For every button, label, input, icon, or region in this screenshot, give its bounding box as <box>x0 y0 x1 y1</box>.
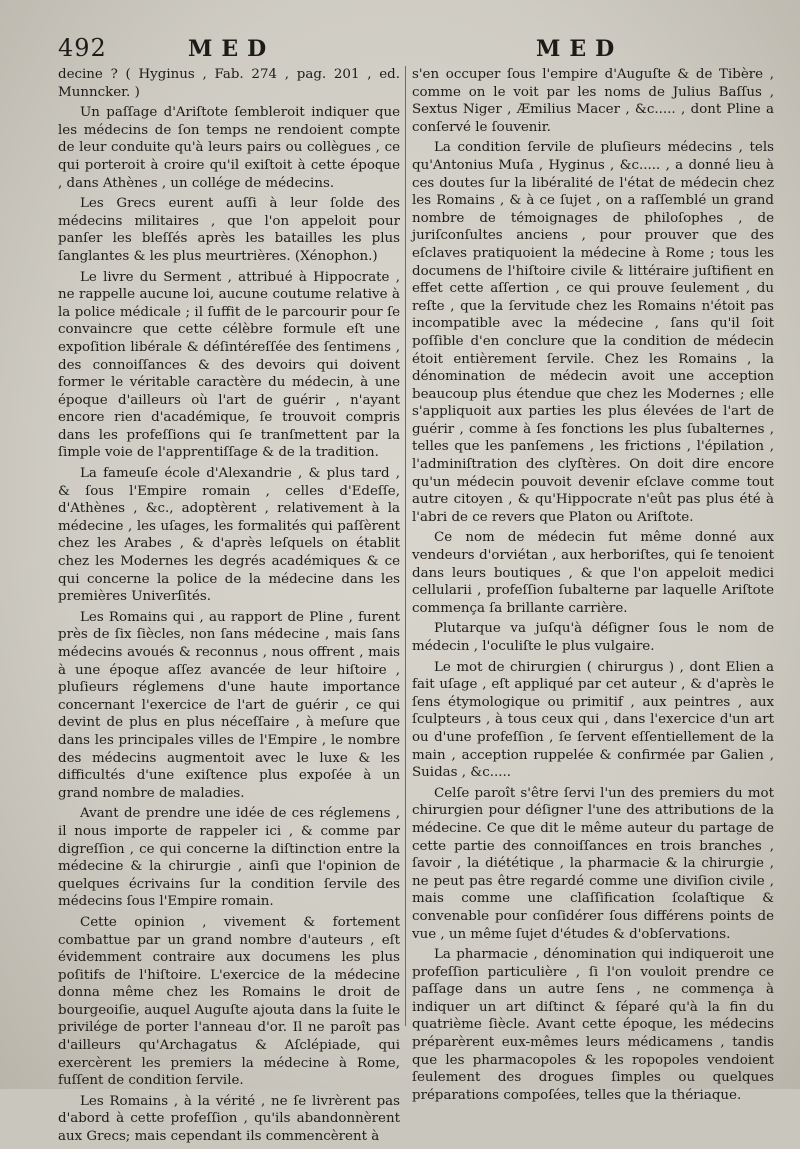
paragraph: Celſe paroît s'être ſervi l'un des premiers du mot chirurgien pour déſigner l'une des attributions de la médecine. Ce que dit le même auteur du partage de cette partie des connoiſſances en trois branches , ſavoir , la diététique , la pharmacie & la chirurgie , ne peut pas être regardé comme une diviſion civile , mais comme une claſſification ſcolaſtique & convenable pour conſidérer ſous différens points de vue , un même ſujet d'études & d'obſervations. <box>412 785 774 942</box>
paragraph: Un paſſage d'Ariſtote ſembleroit indiquer que les médecins de ſon temps ne rendoient compte de leur conduite qu'à leurs pairs ou collègues , ce qui porteroit à croire qu'il exiſtoit à cette époque , dans Athènes , un collége de médecins. <box>58 105 400 191</box>
paragraph: Plutarque va juſqu'à déſigner ſous le nom de médecin , l'oculiſte le plus vulgaire. <box>412 621 774 654</box>
paragraph: Le mot de chirurgien ( chirurgus ) , dont Elien a fait uſage , eſt appliqué par cet auteur , & d'après le ſens étymologique ou primitif , aux peintres , aux ſculpteurs , à tous ceux qui , dans l'exercice d'un art ou d'une profeſſion , ſe ſervent eſſentiellement de la main , acception ruppelée & confirmée par Galien , Suidas , &c..... <box>412 659 774 781</box>
page-number: 492 <box>58 34 107 62</box>
paragraph: Ce nom de médecin fut même donné aux vendeurs d'orviétan , aux herboriſtes, qui ſe tenoient dans leurs boutiques , & que l'on appeloit medici cellularii , profeſſion ſubalterne par laquelle Ariſtote commença ſa brillante carrière. <box>412 530 774 616</box>
paragraph: La condition ſervile de pluſieurs médecins , tels qu'Antonius Muſa , Hyginus , &c..... , a donné lieu à ces doutes ſur la libéralité de l'état de médecin chez les Romains , & à ce ſujet , on a raſſemblé un grand nombre de témoignages de philoſophes , de juriſconſultes anciens , pour prouver que des eſclaves pratiquoient la médecine à Rome ; tous les documens de l'hiſtoire civile & littéraire juſtifient en effet cette aſſertion , ce qui prouve ſeulement , du reſte , que la ſervitude chez les Romains n'étoit pas incompatible avec la médecine , ſans qu'il ſoit poſſible d'en conclure que la condition de médecin étoit entièrement ſervile. Chez les Romains , la dénomination de médecin avoit une acception beaucoup plus étendue que chez les Modernes ; elle s'appliquoit aux parties les plus élevées de l'art de guérir , comme à ſes fonctions les plus ſubalternes , telles que les panſemens , les frictions , l'épilation , l'adminiſtration des clyſtères. On doit dire encore qu'un médecin pouvoit devenir eſclave comme tout autre citoyen , & qu'Hippocrate n'eût pas plus été à l'abri de ce revers que Platon ou Ariſtote. <box>412 140 774 525</box>
paragraph: s'en occuper ſous l'empire d'Auguſte & de Tibère , comme on le voit par les noms de Julius Baſſus , Sextus Niger , Æmilius Macer , &c..... , dont Pline a conſervé le ſouvenir. <box>412 67 774 135</box>
paragraph: La fameuſe école d'Alexandrie , & plus tard , & ſous l'Empire romain , celles d'Edeſſe, d'Athènes , &c., adoptèrent , relativement à la médecine , les uſages, les formalités qui paſſèrent chez les Arabes , & d'après leſquels on établit chez les Modernes les degrés académiques & ce qui concerne la police de la médecine dans les premières Univerſités. <box>58 466 400 605</box>
paragraph: Les Grecs eurent auſſi à leur ſolde des médecins militaires , que l'on appeloit pour panſer les bleſſés après les batailles les plus ſanglantes & les plus meurtrières. (Xénophon.) <box>58 196 400 264</box>
paragraph: La pharmacie , dénomination qui indiqueroit une profeſſion particulière , ſi l'on vouloit prendre ce paſſage dans un autre ſens , ne commença à indiquer un art diſtinct & ſéparé qu'à la fin du quatrième ſiècle. Avant cette époque, les médecins préparèrent eux-mêmes leurs médicamens , tandis que les pharmacopoles & les ropopoles vendoient ſeulement des drogues ſimples ou quelques préparations compoſées, telles que la thériaque. <box>412 947 774 1103</box>
paragraph: Le livre du Serment , attribué à Hippocrate , ne rappelle aucune loi, aucune coutume relative à la police médicale ; il ſuffit de le parcourir pour ſe convaincre que cette célèbre formule eſt une expoſition libérale & déſintéreſſée des ſentimens , des connoiſſances & des devoirs qui doivent former le véritable caractère du médecin, à une époque d'ailleurs où l'art de guérir , n'ayant encore rien d'académique, ſe trouvoit compris dans les profeſſions qui ſe tranſmettent par la ſimple voie de l'apprentiſſage & de la tradition. <box>58 269 400 461</box>
running-head-right: MED <box>536 36 624 62</box>
right-column <box>412 66 774 1107</box>
paragraph: Les Romains , à la vérité , ne ſe livrèrent pas d'abord à cette profeſſion , qu'ils abandonnèrent aux Grecs; mais cependant ils commencèrent à <box>58 1093 400 1145</box>
column-divider <box>405 66 406 1026</box>
running-head-left: MED <box>188 36 276 62</box>
paragraph: Avant de prendre une idée de ces réglemens , il nous importe de rappeler ici , & comme par digreſſion , ce qui concerne la diſtinction entre la médecine & la chirurgie , ainſi que l'opinion de quelques écrivains ſur la condition ſervile des médecins ſous l'Empire romain. <box>58 806 400 910</box>
paragraph: decine ? ( Hyginus , Fab. 274 , pag. 201 , ed. Munncker. ) <box>58 67 400 100</box>
paragraph: Les Romains qui , au rapport de Pline , furent près de ſix ſiècles, non ſans médecine , mais ſans médecins avoués & reconnus , nous offrent , mais à une époque aſſez avancée de leur hiſtoire , pluſieurs réglemens d'une haute importance concernant l'exercice de l'art de guérir , ce qui devint de plus en plus néceſſaire , à meſure que dans les principales villes de l'Empire , le nombre des médecins augmentoit avec le luxe & les difficultés d'une exiſtence plus expoſée à un grand nombre de maladies. <box>58 609 400 801</box>
page-header <box>58 34 776 64</box>
left-column <box>58 66 400 1149</box>
paragraph: Cette opinion , vivement & fortement combattue par un grand nombre d'auteurs , eſt évidemment contraire aux documens les plus poſitifs de l'hiſtoire. L'exercice de la médecine donna même chez les Romains le droit de bourgeoiſie, auquel Auguſte ajouta dans la ſuite le privilége de porter l'anneau d'or. Il ne paroît pas d'ailleurs qu'Archagatus & Aſclépiade, qui exercèrent les premiers la médecine à Rome, fuſſent de condition ſervile. <box>58 914 400 1089</box>
